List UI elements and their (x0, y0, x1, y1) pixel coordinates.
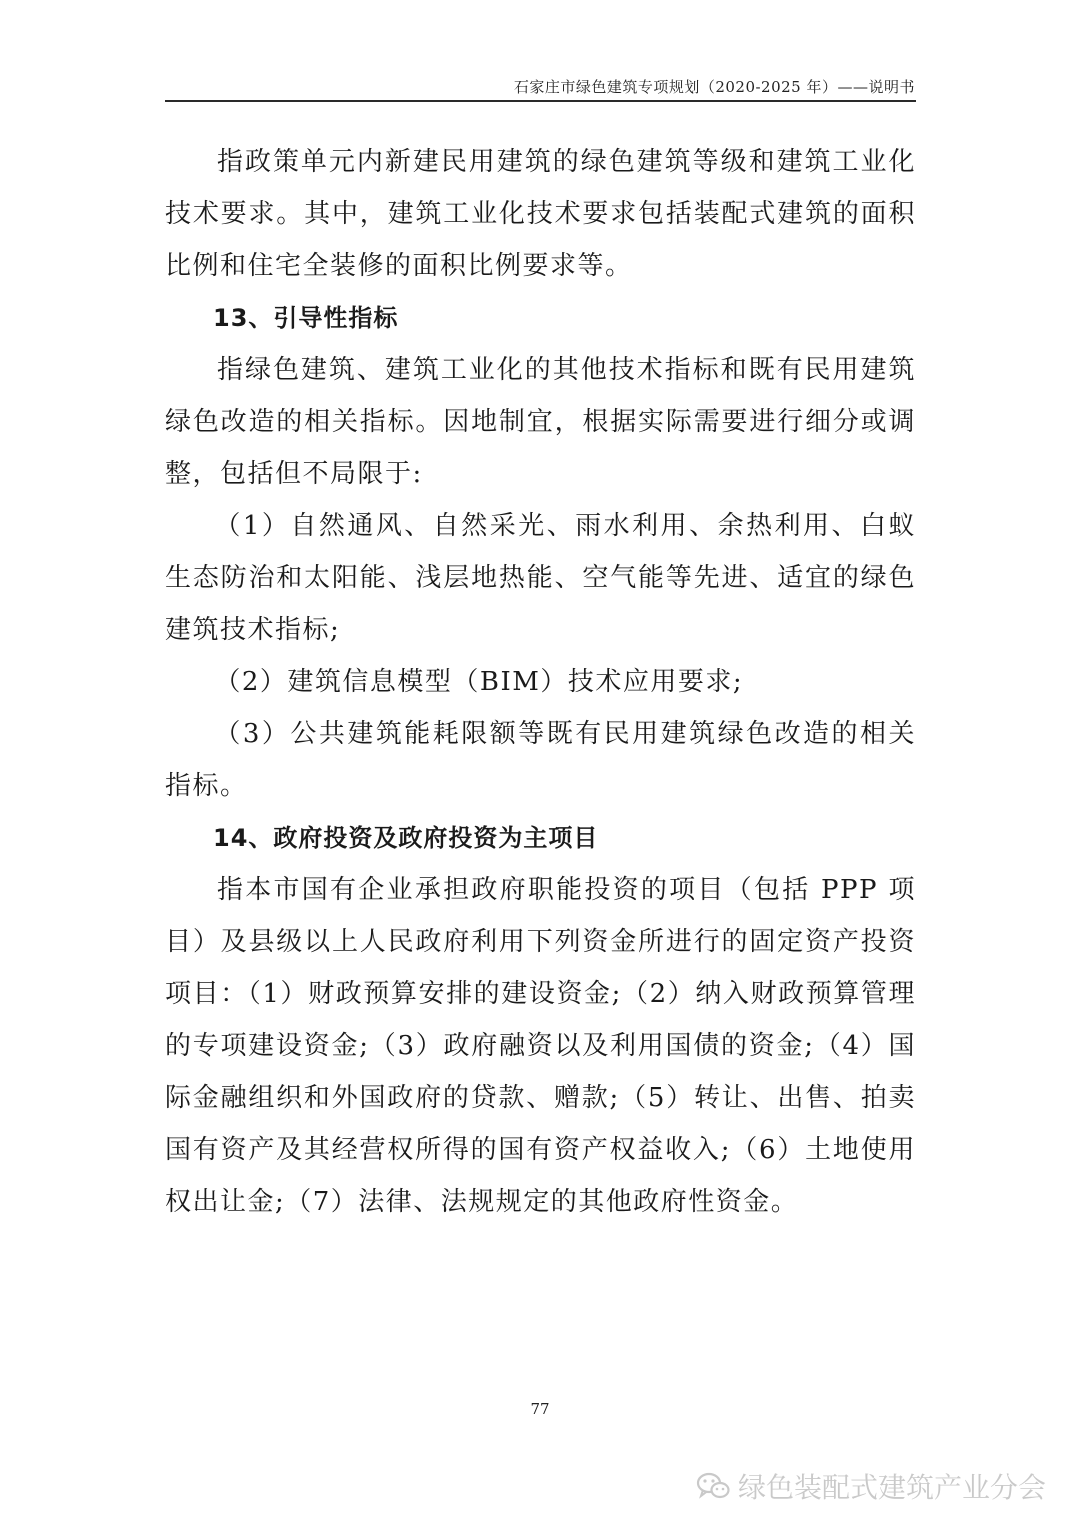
watermark (696, 1466, 1046, 1506)
list-item-3: （3）公共建筑能耗限额等既有民用建筑绿色改造的相关指标。 (165, 719, 916, 801)
section-heading-13: 13、引导性指标 (213, 304, 399, 332)
page-number: 77 (530, 1400, 550, 1418)
section-heading-14: 14、政府投资及政府投资为主项目 (213, 824, 599, 852)
wechat-icon (696, 1471, 730, 1501)
running-header: 石家庄市绿色建筑专项规划（2020-2025 年）——说明书 (513, 78, 915, 96)
header-rule (165, 100, 916, 102)
watermark-text: 绿色装配式建筑产业分会 (737, 1471, 1046, 1504)
list-item-1: （1）自然通风、自然采光、雨水利用、余热利用、白蚁生态防治和太阳能、浅层地热能、空气能等先进、适宜的绿色建筑技术指标; (165, 511, 916, 645)
paragraph-14: 指本市国有企业承担政府职能投资的项目（包括 PPP 项目）及县级以上人民政府利用下列资金所进行的固定资产投资项目：（1）财政预算安排的建设资金;（2）纳入财政预算管理的专项建设资金;（3）政府融资以及利用国债的资金;（4）国际金融组织和外国政府的贷款、赠款;（5）转让、出售、拍卖国有资产及其经营权所得的国有资产权益收入;（6）土地使用权出让金;（7）法律、法规规定的其他政府性资金。 (165, 875, 916, 1217)
list-item-2: （2）建筑信息模型（BIM）技术应用要求; (214, 667, 744, 697)
paragraph-13: 指绿色建筑、建筑工业化的其他技术指标和既有民用建筑绿色改造的相关指标。因地制宜，根据实际需要进行细分或调整，包括但不局限于: (165, 355, 916, 489)
document-body (165, 136, 916, 1228)
paragraph-intro: 指政策单元内新建民用建筑的绿色建筑等级和建筑工业化技术要求。其中，建筑工业化技术要求包括装配式建筑的面积比例和住宅全装修的面积比例要求等。 (165, 147, 916, 281)
